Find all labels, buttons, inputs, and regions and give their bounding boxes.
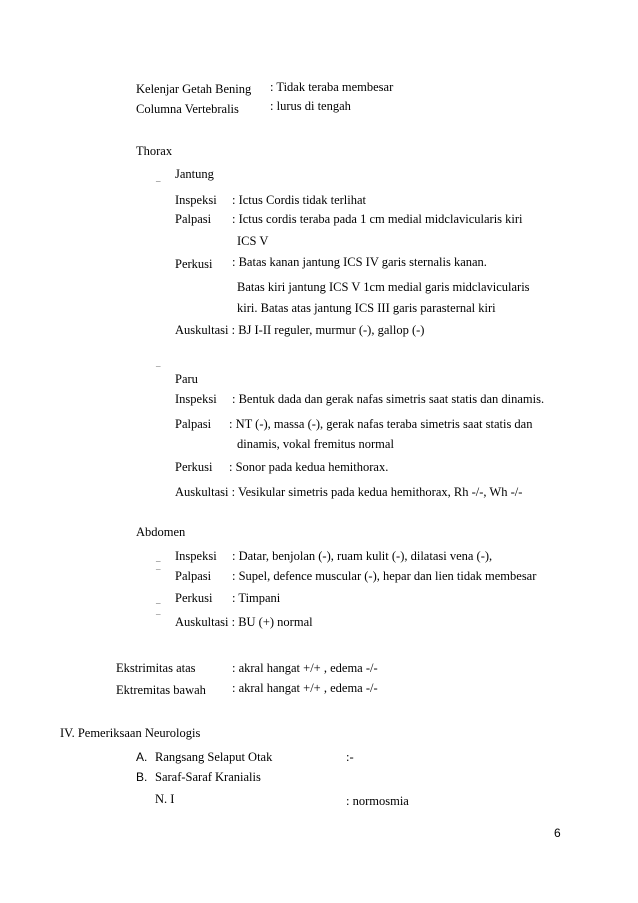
paru-perkusi-value: : Sonor pada kedua hemithorax. xyxy=(229,460,389,474)
abdomen-palpasi-bullet-icon: ¯ xyxy=(156,568,161,578)
neuro-item-b-letter: B. xyxy=(136,770,148,784)
page-number: 6 xyxy=(554,826,561,840)
neuro-section-title: IV. Pemeriksaan Neurologis xyxy=(60,726,201,740)
abdomen-inspeksi-label: Inspeksi xyxy=(175,549,217,563)
jantung-palpasi-label: Palpasi xyxy=(175,212,212,226)
abdomen-title: Abdomen xyxy=(136,525,186,539)
abdomen-perkusi-label: Perkusi xyxy=(175,591,213,605)
jantung-palpasi-value-1: : Ictus cordis teraba pada 1 cm medial midclavicularis kiri xyxy=(232,212,523,226)
paru-palpasi-label: Palpasi xyxy=(175,417,212,431)
neuro-item-a-letter: A. xyxy=(136,750,148,764)
cv-label: Columna Vertebralis xyxy=(136,102,239,116)
paru-inspeksi-value: : Bentuk dada dan gerak nafas simetris saat statis dan dinamis. xyxy=(232,392,545,406)
kgb-value: : Tidak teraba membesar xyxy=(270,80,394,94)
paru-title: Paru xyxy=(175,372,198,386)
ekstremitas-bawah-value: : akral hangat +/+ , edema -/- xyxy=(232,681,378,695)
neuro-item-a-value: :- xyxy=(346,750,354,764)
jantung-perkusi-value-1: : Batas kanan jantung ICS IV garis sternalis kanan. xyxy=(232,255,487,269)
paru-palpasi-value-2: dinamis, vokal fremitus normal xyxy=(237,437,394,451)
neuro-n1-label: N. I xyxy=(155,792,175,806)
jantung-palpasi-value-2: ICS V xyxy=(237,234,269,248)
ekstremitas-atas-label: Ekstrimitas atas xyxy=(116,661,196,675)
paru-perkusi-label: Perkusi xyxy=(175,460,213,474)
ekstremitas-atas-value: : akral hangat +/+ , edema -/- xyxy=(232,661,378,675)
abdomen-inspeksi-bullet-icon: _ xyxy=(156,553,161,563)
abdomen-perkusi-bullet-icon: _ xyxy=(156,595,161,605)
abdomen-auskultasi: Auskultasi : BU (+) normal xyxy=(175,615,313,629)
paru-inspeksi-label: Inspeksi xyxy=(175,392,217,406)
jantung-perkusi-value-3: kiri. Batas atas jantung ICS III garis parasternal kiri xyxy=(237,301,496,315)
neuro-item-a-label: Rangsang Selaput Otak xyxy=(155,750,273,764)
jantung-auskultasi: Auskultasi : BJ I-II reguler, murmur (-), gallop (-) xyxy=(175,323,425,337)
abdomen-palpasi-label: Palpasi xyxy=(175,569,212,583)
jantung-title: Jantung xyxy=(175,167,214,181)
jantung-inspeksi-value: : Ictus Cordis tidak terlihat xyxy=(232,193,367,207)
neuro-n1-value: : normosmia xyxy=(346,794,409,808)
abdomen-auskultasi-bullet-icon: ¯ xyxy=(156,613,161,623)
thorax-title: Thorax xyxy=(136,144,173,158)
paru-palpasi-value-1: : NT (-), massa (-), gerak nafas teraba simetris saat statis dan xyxy=(229,417,533,431)
ekstremitas-bawah-label: Ektremitas bawah xyxy=(116,683,206,697)
abdomen-palpasi-value: : Supel, defence muscular (-), hepar dan lien tidak membesar xyxy=(232,569,537,583)
jantung-perkusi-label: Perkusi xyxy=(175,257,213,271)
paru-bullet-icon: ¯ xyxy=(156,365,161,375)
paru-auskultasi: Auskultasi : Vesikular simetris pada kedua hemithorax, Rh -/-, Wh -/- xyxy=(175,485,523,499)
jantung-perkusi-value-2: Batas kiri jantung ICS V 1cm medial garis midclavicularis xyxy=(237,280,530,294)
jantung-bullet-icon: _ xyxy=(156,173,161,183)
abdomen-inspeksi-value: : Datar, benjolan (-), ruam kulit (-), dilatasi vena (-), xyxy=(232,549,493,563)
cv-value: : lurus di tengah xyxy=(270,99,351,113)
neuro-item-b-label: Saraf-Saraf Kranialis xyxy=(155,770,261,784)
kgb-label: Kelenjar Getah Bening xyxy=(136,82,252,96)
jantung-inspeksi-label: Inspeksi xyxy=(175,193,217,207)
abdomen-perkusi-value: : Timpani xyxy=(232,591,281,605)
